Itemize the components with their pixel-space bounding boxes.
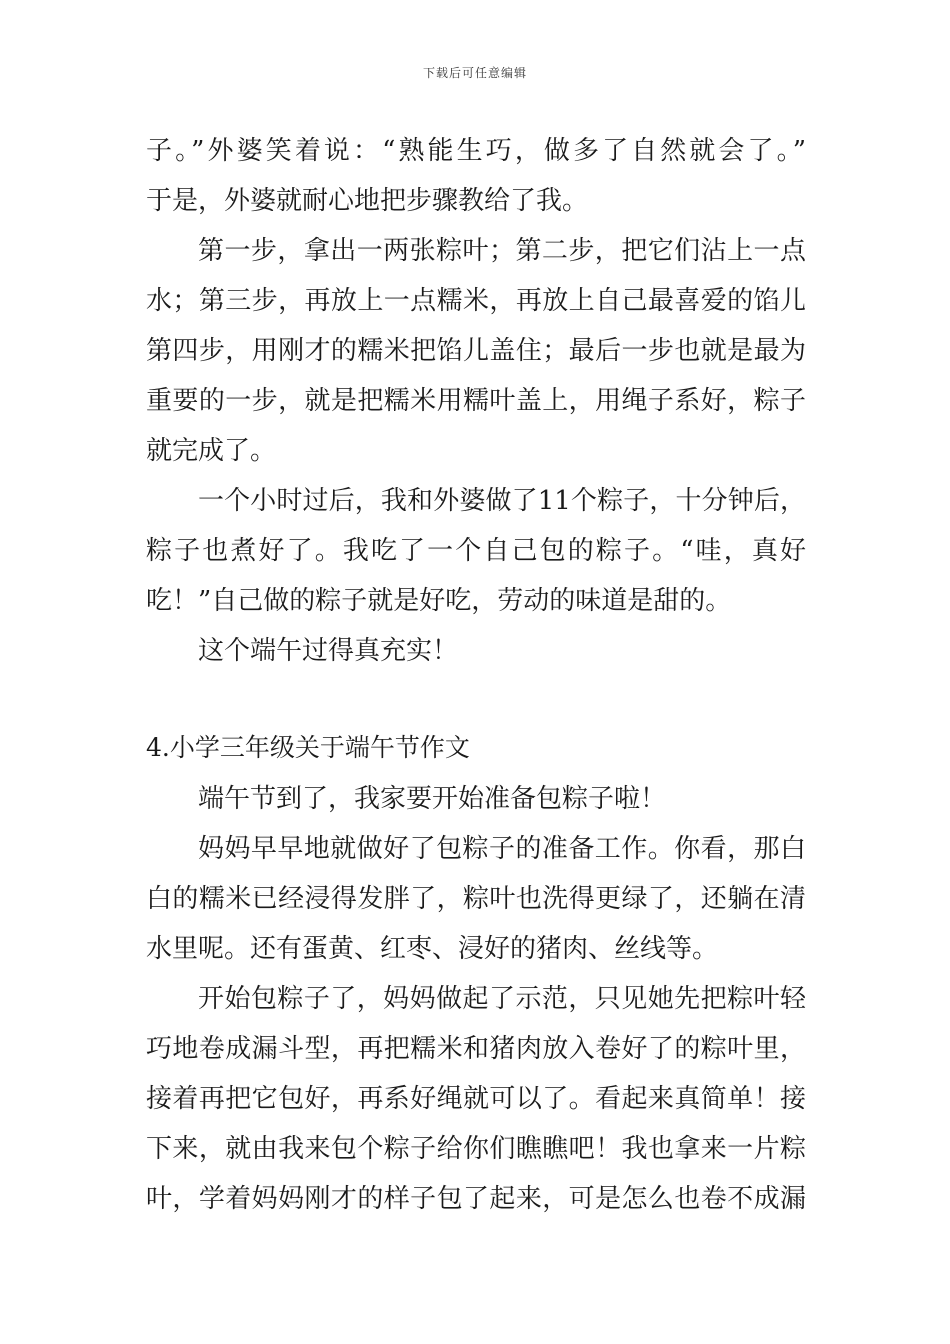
text-line: 叶，学着妈妈刚才的样子包了起来，可是怎么也卷不成漏 bbox=[146, 1184, 806, 1214]
text-line: 就完成了。 bbox=[146, 436, 277, 466]
essay-section-3-tail bbox=[146, 126, 806, 676]
text-line: 白的糯米已经浸得发胖了，粽叶也洗得更绿了，还躺在清 bbox=[146, 884, 806, 914]
page-header: 下载后可任意编辑 bbox=[422, 66, 527, 80]
section-spacer bbox=[146, 676, 806, 722]
text-line: 下来，就由我来包个粽子给你们瞧瞧吧！我也拿来一片粽 bbox=[146, 1134, 806, 1164]
text-line: 重要的一步，就是把糯米用糯叶盖上，用绳子系好，粽子 bbox=[146, 386, 806, 416]
text-line: 第四步，用刚才的糯米把馅儿盖住；最后一步也就是最为 bbox=[146, 336, 806, 366]
text-line: 子。”外婆笑着说：“熟能生巧，做多了自然就会了。” bbox=[146, 136, 806, 166]
section-heading: 4.小学三年级关于端午节作文 bbox=[146, 733, 470, 762]
text-line: 水；第三步，再放上一点糯米，再放上自己最喜爱的馅儿 bbox=[146, 286, 806, 316]
text-line: 水里呢。还有蛋黄、红枣、浸好的猪肉、丝线等。 bbox=[146, 934, 719, 964]
essay-section-4 bbox=[146, 722, 806, 1224]
paragraph-first-line: 开始包粽子了，妈妈做起了示范，只见她先把粽叶轻 bbox=[198, 984, 806, 1014]
text-line: 于是，外婆就耐心地把步骤教给了我。 bbox=[146, 186, 589, 216]
text-line: 粽子也煮好了。我吃了一个自己包的粽子。“哇，真好 bbox=[146, 536, 806, 566]
paragraph-first-line: 第一步，拿出一两张粽叶；第二步，把它们沾上一点 bbox=[198, 236, 806, 266]
document-body bbox=[146, 126, 806, 1224]
paragraph-first-line: 端午节到了，我家要开始准备包粽子啦！ bbox=[198, 784, 667, 814]
text-line: 接着再把它包好，再系好绳就可以了。看起来真简单！接 bbox=[146, 1084, 806, 1114]
text-line: 巧地卷成漏斗型，再把糯米和猪肉放入卷好了的粽叶里， bbox=[146, 1034, 806, 1064]
text-line: 吃！”自己做的粽子就是好吃，劳动的味道是甜的。 bbox=[146, 586, 732, 616]
paragraph-first-line: 一个小时过后，我和外婆做了11个粽子，十分钟后， bbox=[198, 486, 806, 516]
paragraph-first-line: 这个端午过得真充实！ bbox=[198, 636, 459, 666]
paragraph-first-line: 妈妈早早地就做好了包粽子的准备工作。你看，那白 bbox=[198, 834, 806, 864]
